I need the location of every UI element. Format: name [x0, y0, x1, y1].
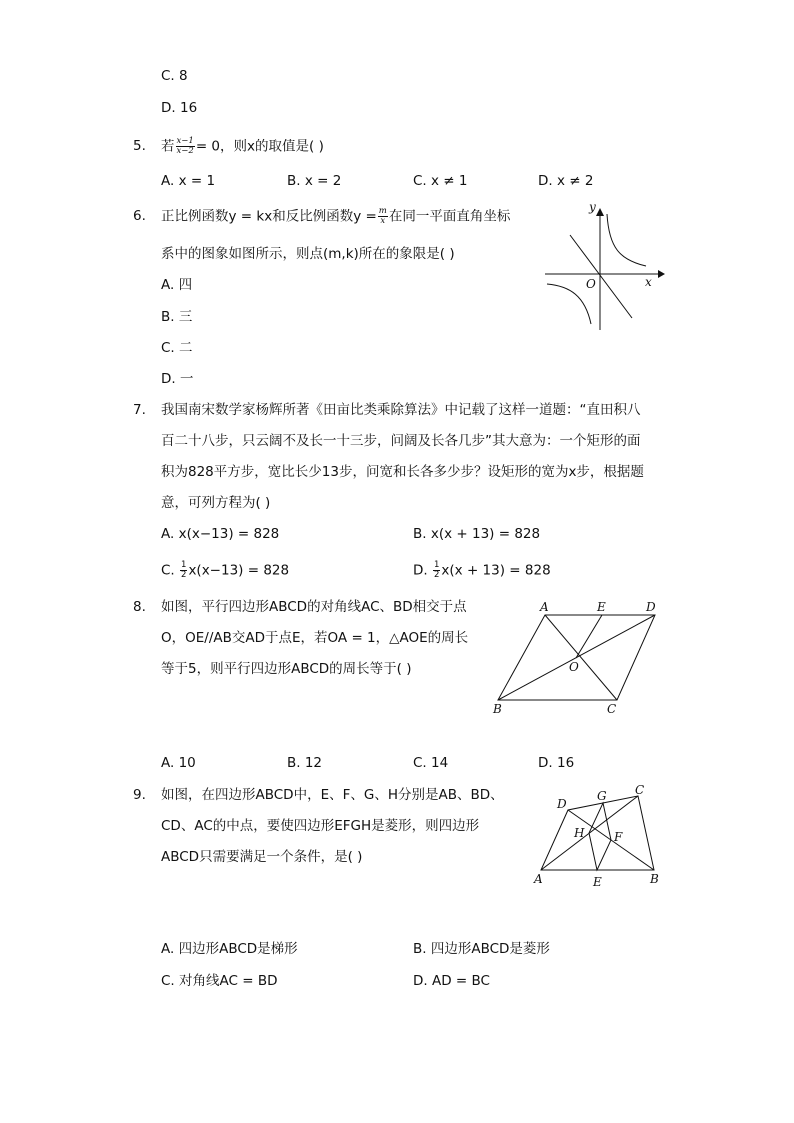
- q5-fraction: $\frac{x-1}{x-2}$: [176, 136, 194, 156]
- q9-stem-line2: CD、AC的中点，要使四边形EFGH是菱形，则四边形: [161, 818, 480, 834]
- label-c: C: [635, 783, 645, 797]
- q6-number: 6.: [133, 208, 146, 224]
- label-a: A: [534, 872, 543, 886]
- label-b: B: [650, 872, 659, 886]
- q7-stem-line4: 意，可列方程为( ): [161, 495, 271, 511]
- label-f: F: [614, 830, 623, 844]
- q9-option-b: B. 四边形ABCD是菱形: [413, 941, 550, 957]
- origin-label: O: [586, 277, 596, 291]
- label-a: A: [540, 600, 549, 614]
- q4-option-c: C. 8: [161, 68, 188, 84]
- q8-option-a: A. 10: [161, 755, 196, 771]
- q7-option-c-fraction: $\frac{1}{2}$: [181, 560, 187, 580]
- q6-graph-figure: [540, 200, 665, 332]
- q6-stem-line2: 系中的图象如图所示，则点(m,k)所在的象限是( ): [161, 246, 455, 262]
- q8-option-b: B. 12: [287, 755, 323, 771]
- q5-stem: 若 $\frac{x-1}{x-2}$ = 0，则x的取值是( ): [161, 136, 324, 156]
- q4-option-d: D. 16: [161, 100, 198, 116]
- q5-number: 5.: [133, 138, 146, 154]
- q7-stem-line1: 我国南宋数学家杨辉所著《田亩比类乘除算法》中记载了这样一道题：“直田积八: [161, 402, 641, 418]
- q7-option-c: C. $\frac{1}{2}$ x(x−13) = 828: [161, 560, 290, 580]
- q9-option-a: A. 四边形ABCD是梯形: [161, 941, 298, 957]
- y-axis-arrow: [596, 208, 604, 216]
- q9-stem-line3: ABCD只需要满足一个条件，是( ): [161, 849, 363, 865]
- q5-option-d: D. x ≠ 2: [538, 173, 594, 189]
- x-axis-arrow: [658, 270, 665, 278]
- q6-option-a: A. 四: [161, 277, 193, 293]
- q6-option-c: C. 二: [161, 340, 193, 356]
- q8-stem-line2: O，OE//AB交AD于点E，若OA = 1，△AOE的周长: [161, 630, 469, 646]
- q6-fraction: $\frac{m}{x}$: [378, 206, 387, 226]
- label-b: B: [493, 702, 502, 716]
- q7-option-a: A. x(x−13) = 828: [161, 526, 280, 542]
- q8-parallelogram-figure: [488, 596, 668, 716]
- q6-stem-line1: 正比例函数y = kx和反比例函数y = $\frac{m}{x}$ 在同一平面直角坐标: [161, 206, 511, 226]
- q8-option-d: D. 16: [538, 755, 575, 771]
- q8-number: 8.: [133, 599, 146, 615]
- y-axis-label: y: [589, 200, 596, 214]
- q5-option-b: B. x = 2: [287, 173, 342, 189]
- q8-stem-line1: 如图，平行四边形ABCD的对角线AC、BD相交于点: [161, 599, 467, 615]
- segment-oe: [576, 615, 602, 658]
- direct-proportion-line: [570, 235, 632, 318]
- label-d: D: [646, 600, 656, 614]
- hyperbola-branch-upper-right: [607, 214, 646, 266]
- q5-option-c: C. x ≠ 1: [413, 173, 468, 189]
- label-e: E: [597, 600, 606, 614]
- q7-stem-line3: 积为828平方步，宽比长少13步，问宽和长各多少步？设矩形的宽为x步，根据题: [161, 464, 644, 480]
- label-c: C: [607, 702, 617, 716]
- q8-option-c: C. 14: [413, 755, 449, 771]
- q9-option-c: C. 对角线AC = BD: [161, 973, 278, 989]
- label-o: O: [569, 660, 579, 674]
- q9-stem-line1: 如图，在四边形ABCD中，E、F、G、H分别是AB、BD、: [161, 787, 504, 803]
- hyperbola-branch-lower-left: [547, 284, 591, 324]
- q9-number: 9.: [133, 787, 146, 803]
- label-e: E: [593, 875, 602, 889]
- label-d: D: [557, 797, 567, 811]
- q7-number: 7.: [133, 402, 146, 418]
- q8-stem-line3: 等于5，则平行四边形ABCD的周长等于( ): [161, 661, 412, 677]
- label-g: G: [597, 789, 607, 803]
- diagonal-ac: [545, 615, 617, 700]
- x-axis-label: x: [645, 275, 652, 289]
- label-h: H: [574, 826, 585, 840]
- q7-stem-line2: 百二十八步，只云阔不及长一十三步，问阔及长各几步”其大意为：一个矩形的面: [161, 433, 641, 449]
- q9-quadrilateral-figure: [528, 782, 668, 892]
- q7-option-d-fraction: $\frac{1}{2}$: [433, 560, 440, 580]
- q6-option-d: D. 一: [161, 371, 194, 387]
- q7-option-d: D. $\frac{1}{2}$ x(x + 13) = 828: [413, 560, 551, 580]
- q6-option-b: B. 三: [161, 309, 193, 325]
- q5-option-a: A. x = 1: [161, 173, 216, 189]
- q7-option-b: B. x(x + 13) = 828: [413, 526, 541, 542]
- quadrilateral-efgh: [589, 803, 611, 870]
- q9-option-d: D. AD = BC: [413, 973, 490, 989]
